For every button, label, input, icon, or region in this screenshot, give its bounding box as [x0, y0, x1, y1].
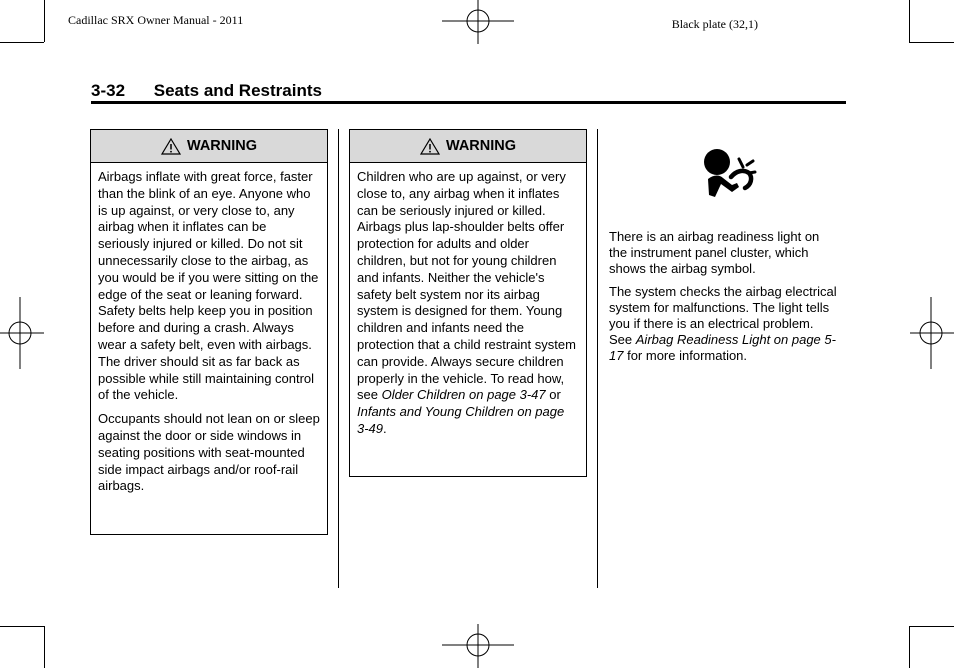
heading-rule	[91, 101, 846, 104]
warning-triangle-icon	[420, 138, 440, 155]
column-divider-1	[338, 129, 339, 588]
registration-mark-right-icon	[910, 297, 954, 369]
section-title: Seats and Restraints	[153, 81, 322, 100]
warning-paragraph: Occupants should not lean on or sleep against the door or side windows in seating positions with seat-mounted side impact airbags and/or roof-rail airbags.	[98, 411, 320, 494]
warning-body	[91, 163, 327, 501]
column-divider-2	[597, 129, 598, 588]
airbag-readiness-text	[609, 229, 839, 371]
registration-mark-bottom-icon	[442, 624, 514, 668]
registration-mark-left-icon	[0, 297, 44, 369]
warning-body	[350, 163, 586, 444]
airbag-paragraph	[609, 284, 839, 364]
registration-mark-top-icon	[442, 0, 514, 44]
airbag-text: The system checks the airbag electrical system for malfunctions. The light tells you if there is an electrical problem. See	[609, 284, 837, 347]
warning-text: Children who are up against, or very close to, any airbag when it inflates can be seriously injured or killed. Airbags plus lap-shoulder belts offer protection for adults and older children, but not for young children and infants. Neither the vehicle's safety belt system nor its airbag system is designed for them. Young children and infants need the protection that a child restraint system can provide. Always secure children properly in the vehicle. To read how, see	[357, 169, 576, 403]
airbag-text-end: for more information.	[627, 348, 748, 363]
airbag-readiness-icon	[703, 147, 757, 201]
warning-box-airbag-force	[90, 129, 328, 535]
link-older-children[interactable]: Older Children on page 3-47	[381, 387, 546, 403]
warning-paragraph: Airbags inflate with great force, faster than the blink of an eye. Anyone who is up against, or very close to, any airbag when it inflates can be seriously injured or killed. Do not sit unnecessarily close to the airbag, as you would be if you were sitting on the edge of the seat or leaning forward. Safety belts help keep you in position before and during a crash. Always wear a safety belt, even with airbags. The driver should sit as far back as possible while still maintaining control of the vehicle.	[98, 169, 319, 403]
warning-triangle-icon	[161, 138, 181, 155]
warning-header	[350, 130, 586, 163]
warning-label: WARNING	[445, 138, 517, 154]
warning-header	[91, 130, 327, 163]
airbag-paragraph: There is an airbag readiness light on the instrument panel cluster, which shows the airbag symbol.	[609, 229, 820, 276]
end-punctuation: .	[383, 420, 387, 436]
warning-box-children	[349, 129, 587, 477]
link-infants-young-children[interactable]: Infants and Young Children on page 3-49	[357, 404, 565, 436]
warning-label: WARNING	[186, 138, 258, 154]
warning-paragraph	[357, 169, 579, 438]
connector-text: or	[549, 387, 561, 403]
section-heading	[91, 81, 322, 101]
plate-label: Black plate (32,1)	[671, 17, 758, 31]
page-number: 3-32	[91, 81, 126, 100]
manual-title: Cadillac SRX Owner Manual - 2011	[68, 13, 244, 27]
link-airbag-readiness-light[interactable]: Airbag Readiness Light on page 5-17	[609, 332, 836, 363]
